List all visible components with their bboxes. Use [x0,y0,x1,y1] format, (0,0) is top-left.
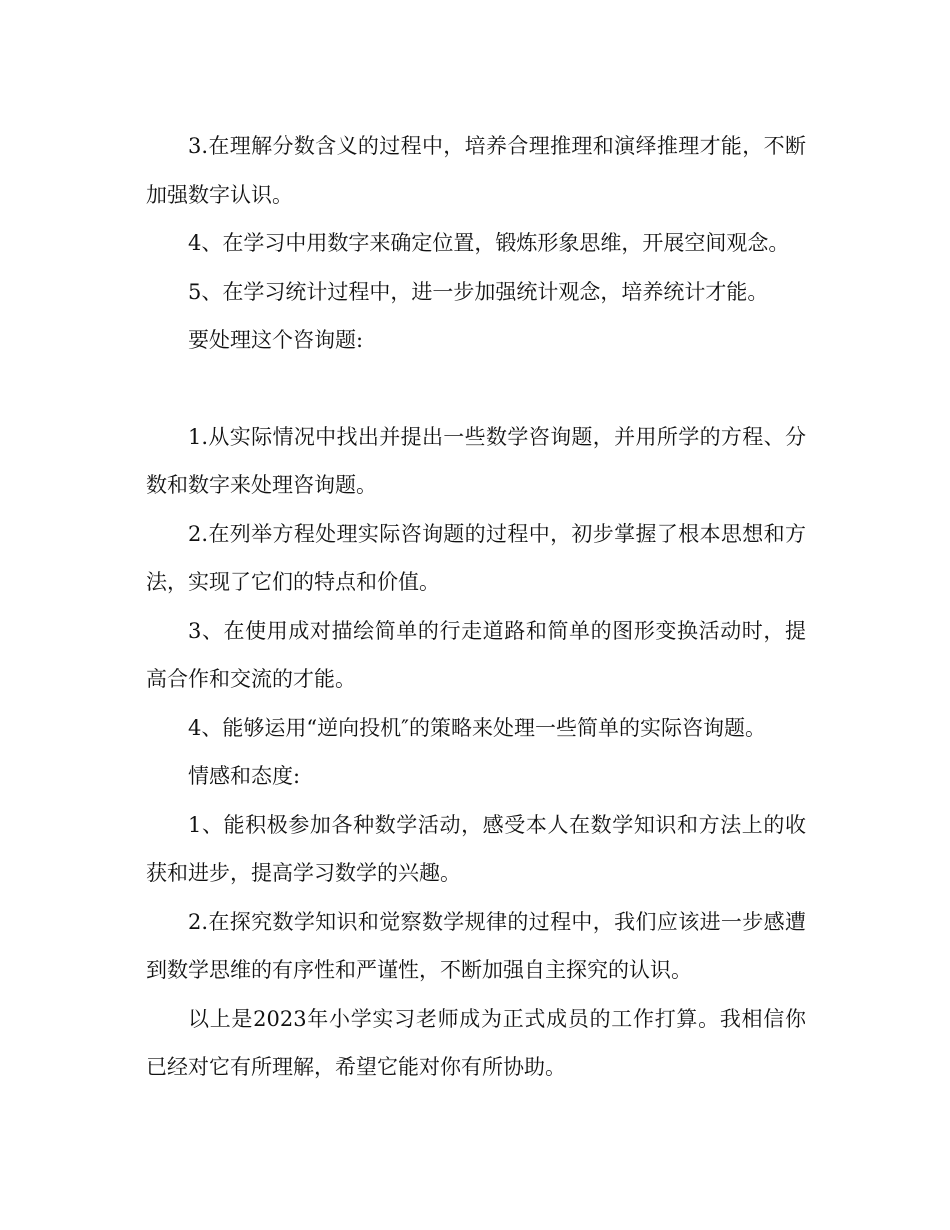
paragraph-reverse-strategy: 4、能够运用“逆向投机″的策略来处理一些简单的实际咨询题。 [188,715,766,740]
paragraph-cooperation: 3、在使用成对描绘简单的行走道路和简单的图形变换活动时，提高合作和交流的才能。 [146,618,806,691]
blank-line [146,365,806,413]
paragraph-equations: 2.在列举方程处理实际咨询题的过程中，初步掌握了根本思想和方法，实现了它们的特点和价值。 [146,521,806,594]
paragraph-statistics: 5、在学习统计过程中，进一步加强统计观念，培养统计才能。 [188,279,769,304]
document-body [146,122,806,1092]
paragraph-conclusion: 以上是2023年小学实习老师成为正式成员的工作打算。我相信你已经对它有所理解，希望它能对你有所协助。 [146,1006,806,1079]
paragraph-fraction-reasoning: 3.在理解分数含义的过程中，培养合理推理和演绎推理才能，不断加强数字认识。 [146,134,806,207]
paragraph-real-problems: 1.从实际情况中找出并提出一些数学咨询题，并用所学的方程、分数和数字来处理咨询题。 [146,424,806,497]
paragraph-position-numbers: 4、在学习中用数字来确定位置，锻炼形象思维，开展空间观念。 [188,231,790,255]
paragraph-exploration: 2.在探究数学知识和觉察数学规律的过程中，我们应该进一步感遭到数学思维的有序性和严谨性，不断加强自主探究的认识。 [146,909,806,982]
paragraph-math-activities: 1、能积极参加各种数学活动，感受本人在数学知识和方法上的收获和进步，提高学习数学的兴趣。 [146,812,806,885]
section-heading-problem-solving: 要处理这个咨询题: [188,328,364,352]
section-heading-attitude: 情感和态度: [188,764,301,788]
